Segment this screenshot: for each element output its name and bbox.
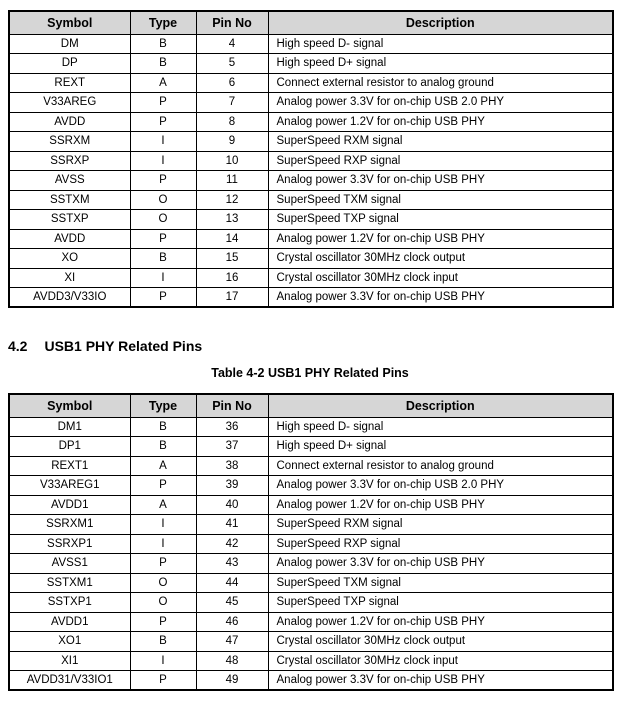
table-cell: XI	[9, 268, 130, 288]
table-row	[9, 417, 613, 437]
table-cell: 5	[196, 54, 268, 74]
table-cell: SuperSpeed TXM signal	[268, 190, 613, 210]
table-cell: Crystal oscillator 30MHz clock input	[268, 268, 613, 288]
table-cell: AVSS	[9, 171, 130, 191]
table-cell: SSTXP1	[9, 593, 130, 613]
table-cell: B	[130, 34, 196, 54]
table-cell: Analog power 1.2V for on-chip USB PHY	[268, 112, 613, 132]
table-cell: P	[130, 93, 196, 113]
table-cell: SuperSpeed RXM signal	[268, 132, 613, 152]
table-header-row	[9, 394, 613, 417]
table-row	[9, 112, 613, 132]
table-cell: SSRXP1	[9, 534, 130, 554]
table-row	[9, 651, 613, 671]
table-cell: AVDD1	[9, 612, 130, 632]
column-header-symbol: Symbol	[9, 11, 130, 34]
table-cell: 47	[196, 632, 268, 652]
table-cell: Analog power 3.3V for on-chip USB PHY	[268, 171, 613, 191]
table-row	[9, 534, 613, 554]
table-cell: 49	[196, 671, 268, 691]
table-cell: 44	[196, 573, 268, 593]
table-cell: 39	[196, 476, 268, 496]
table-cell: Analog power 3.3V for on-chip USB PHY	[268, 288, 613, 308]
section-number: 4.2	[8, 338, 28, 354]
table-cell: O	[130, 593, 196, 613]
table-cell: SuperSpeed TXP signal	[268, 210, 613, 230]
table-row	[9, 190, 613, 210]
table-cell: P	[130, 554, 196, 574]
table-cell: Connect external resistor to analog ground	[268, 73, 613, 93]
table-header-row	[9, 11, 613, 34]
table-cell: O	[130, 210, 196, 230]
table-cell: SSTXP	[9, 210, 130, 230]
table-cell: I	[130, 132, 196, 152]
usb0-phy-pin-table	[8, 10, 614, 308]
table-cell: Analog power 1.2V for on-chip USB PHY	[268, 612, 613, 632]
table-cell: SSTXM1	[9, 573, 130, 593]
table-row	[9, 515, 613, 535]
table-row	[9, 593, 613, 613]
column-header-symbol: Symbol	[9, 394, 130, 417]
table-cell: O	[130, 190, 196, 210]
table-cell: I	[130, 268, 196, 288]
table-cell: SSRXM	[9, 132, 130, 152]
table-cell: DM1	[9, 417, 130, 437]
column-header-pin-no: Pin No	[196, 11, 268, 34]
table-cell: I	[130, 515, 196, 535]
table-row	[9, 93, 613, 113]
table-cell: Crystal oscillator 30MHz clock output	[268, 632, 613, 652]
table-cell: AVDD31/V33IO1	[9, 671, 130, 691]
table-row	[9, 495, 613, 515]
section-title: USB1 PHY Related Pins	[44, 338, 203, 354]
table-row	[9, 229, 613, 249]
table-cell: 42	[196, 534, 268, 554]
table-cell: Analog power 3.3V for on-chip USB PHY	[268, 671, 613, 691]
table-cell: 4	[196, 34, 268, 54]
table-cell: SuperSpeed TXP signal	[268, 593, 613, 613]
table-row	[9, 671, 613, 691]
table-cell: P	[130, 612, 196, 632]
section-heading	[8, 339, 619, 354]
table-cell: SuperSpeed RXP signal	[268, 534, 613, 554]
table-row	[9, 554, 613, 574]
usb1-phy-pin-table	[8, 393, 614, 691]
table-cell: V33AREG	[9, 93, 130, 113]
table-cell: SSTXM	[9, 190, 130, 210]
table-cell: 38	[196, 456, 268, 476]
table-cell: P	[130, 476, 196, 496]
table-cell: Analog power 3.3V for on-chip USB 2.0 PHY	[268, 93, 613, 113]
table-cell: DP1	[9, 437, 130, 457]
column-header-pin-no: Pin No	[196, 394, 268, 417]
table-cell: 46	[196, 612, 268, 632]
table-cell: 41	[196, 515, 268, 535]
table-row	[9, 268, 613, 288]
table-cell: AVDD3/V33IO	[9, 288, 130, 308]
table-cell: P	[130, 671, 196, 691]
column-header-description: Description	[268, 11, 613, 34]
table-cell: XI1	[9, 651, 130, 671]
table-cell: Connect external resistor to analog ground	[268, 456, 613, 476]
table-cell: Analog power 1.2V for on-chip USB PHY	[268, 495, 613, 515]
table-cell: V33AREG1	[9, 476, 130, 496]
table-row	[9, 612, 613, 632]
table-cell: A	[130, 495, 196, 515]
table-cell: 14	[196, 229, 268, 249]
table-cell: 40	[196, 495, 268, 515]
table-row	[9, 171, 613, 191]
table-cell: P	[130, 229, 196, 249]
table-row	[9, 632, 613, 652]
table-cell: A	[130, 73, 196, 93]
table-row	[9, 288, 613, 308]
table-row	[9, 73, 613, 93]
table-cell: Analog power 3.3V for on-chip USB 2.0 PHY	[268, 476, 613, 496]
table-cell: SuperSpeed RXP signal	[268, 151, 613, 171]
table-cell: 15	[196, 249, 268, 269]
table-row	[9, 151, 613, 171]
table-cell: 12	[196, 190, 268, 210]
table-cell: 48	[196, 651, 268, 671]
table-row	[9, 249, 613, 269]
table-cell: AVDD1	[9, 495, 130, 515]
table-cell: DM	[9, 34, 130, 54]
table-cell: P	[130, 112, 196, 132]
table-cell: High speed D+ signal	[268, 54, 613, 74]
column-header-type: Type	[130, 11, 196, 34]
table-cell: I	[130, 651, 196, 671]
table-cell: 17	[196, 288, 268, 308]
table-cell: 43	[196, 554, 268, 574]
table-cell: 6	[196, 73, 268, 93]
table-cell: P	[130, 171, 196, 191]
table-cell: High speed D- signal	[268, 34, 613, 54]
table-cell: I	[130, 534, 196, 554]
table-cell: XO1	[9, 632, 130, 652]
table-cell: 36	[196, 417, 268, 437]
table-cell: High speed D+ signal	[268, 437, 613, 457]
table-cell: B	[130, 437, 196, 457]
table-cell: P	[130, 288, 196, 308]
table-cell: 45	[196, 593, 268, 613]
document-page	[0, 10, 619, 726]
table-cell: B	[130, 54, 196, 74]
table-cell: B	[130, 249, 196, 269]
table-cell: B	[130, 417, 196, 437]
table-row	[9, 456, 613, 476]
table-row	[9, 132, 613, 152]
table-row	[9, 210, 613, 230]
table-cell: AVDD	[9, 229, 130, 249]
table-cell: 7	[196, 93, 268, 113]
table-cell: 13	[196, 210, 268, 230]
table-cell: Analog power 3.3V for on-chip USB PHY	[268, 554, 613, 574]
column-header-type: Type	[130, 394, 196, 417]
table-cell: 9	[196, 132, 268, 152]
column-header-description: Description	[268, 394, 613, 417]
table-cell: A	[130, 456, 196, 476]
table-row	[9, 34, 613, 54]
table-row	[9, 54, 613, 74]
table-caption: Table 4-2 USB1 PHY Related Pins	[211, 366, 409, 380]
table-cell: SSRXP	[9, 151, 130, 171]
table-cell: REXT	[9, 73, 130, 93]
table-row	[9, 437, 613, 457]
table-cell: 10	[196, 151, 268, 171]
table-cell: O	[130, 573, 196, 593]
table-cell: SuperSpeed RXM signal	[268, 515, 613, 535]
table-row	[9, 476, 613, 496]
table-cell: XO	[9, 249, 130, 269]
table-cell: AVDD	[9, 112, 130, 132]
table-cell: I	[130, 151, 196, 171]
table-cell: Crystal oscillator 30MHz clock input	[268, 651, 613, 671]
table-cell: Crystal oscillator 30MHz clock output	[268, 249, 613, 269]
table-cell: DP	[9, 54, 130, 74]
table-cell: B	[130, 632, 196, 652]
table-cell: SSRXM1	[9, 515, 130, 535]
table-cell: 11	[196, 171, 268, 191]
table-cell: SuperSpeed TXM signal	[268, 573, 613, 593]
table-cell: REXT1	[9, 456, 130, 476]
table-cell: 37	[196, 437, 268, 457]
table-cell: High speed D- signal	[268, 417, 613, 437]
table-row	[9, 573, 613, 593]
table-cell: 8	[196, 112, 268, 132]
table-cell: 16	[196, 268, 268, 288]
table-cell: AVSS1	[9, 554, 130, 574]
table-cell: Analog power 1.2V for on-chip USB PHY	[268, 229, 613, 249]
